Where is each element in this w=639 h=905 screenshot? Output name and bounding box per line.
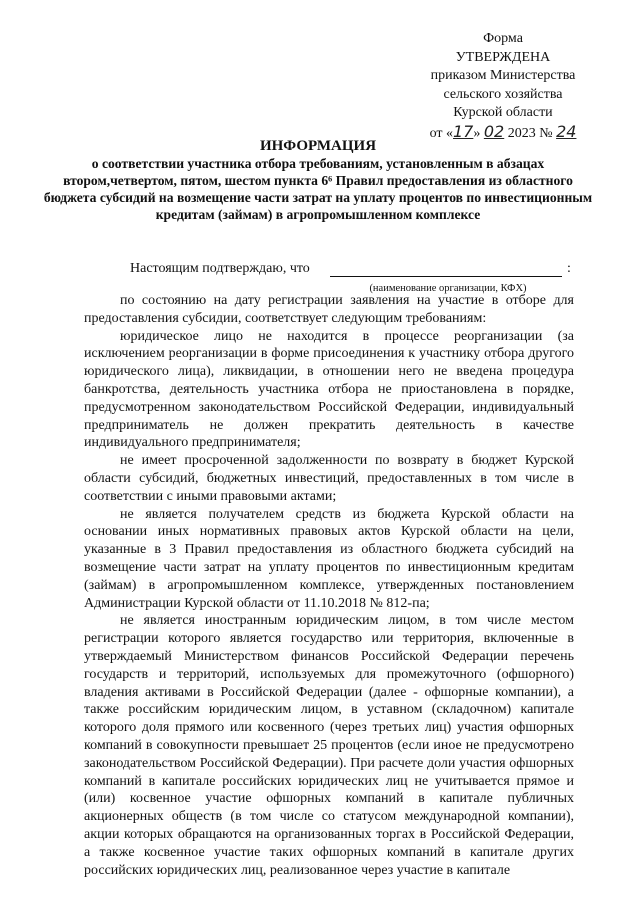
approval-stamp xyxy=(398,30,608,143)
date-mid: » xyxy=(473,125,481,141)
handwritten-month: 02 xyxy=(483,121,505,141)
ministry-label: сельского хозяйства xyxy=(443,86,563,102)
year-number-label: 2023 № xyxy=(507,125,553,141)
paragraph: не является иностранным юридическим лицом, в том числе местом регистрации которого является государство или территория, включенные в утверждаемый Министерством финансов Российской Федерации перечень государств и территорий, используемых для промежуточного (офшорного) владения активами в Российской Федерации (далее - офшорные компании), а также российским юридическим лицом, в уставном (складочном) капитале которого доля прямого или косвенного (через третьих лиц) участия офшорных компаний в совокупности превышает 25 процентов (если иное не предусмотрено законодательством Российской Федерации). При расчете доли участия офшорных компаний в капитале российских юридических лиц не учитывается прямое и (или) косвенное участие офшорных компаний в капитале публичных акционерных обществ (в том числе со статусом международной компании), акции которых обращаются на организованных торгах в Российской Федерации, а также косвенное участие таких офшорных компаний в капитале других российских юридических лиц, реализованное через участие в капитале xyxy=(84,613,574,878)
handwritten-day: 17 xyxy=(453,121,474,141)
region-label: Курской области xyxy=(453,105,553,120)
confirmation-colon: : xyxy=(567,261,571,276)
handwritten-number: 24 xyxy=(556,121,577,141)
document-subtitle: о соответствии участника отбора требованиям, установленным в абзацах втором,четвертом, пятом, шестом пункта 6⁶ Правил предоставления из областного бюджета субсидий на возмещение части затрат на уплату процентов по инвестиционным кредитам (займам) в агропромышленном комплексе xyxy=(43,156,593,222)
paragraph: не имеет просроченной задолженности по возврату в бюджет Курской области субсидий, бюджетных инвестиций, предоставленных в том числе в соответствии с иными правовыми актами; xyxy=(84,453,574,504)
confirmation-line xyxy=(130,261,590,277)
form-label: Форма xyxy=(483,31,523,46)
organization-caption: (наименование организации, КФХ) xyxy=(369,283,527,294)
approved-label: УТВЕРЖДЕНА xyxy=(455,49,551,65)
document-title: ИНФОРМАЦИЯ xyxy=(259,138,377,154)
date-prefix: от « xyxy=(429,125,453,141)
paragraph: юридическое лицо не находится в процессе реорганизации (за исключением реорганизации в форме присоединения к участнику отбора другого юридического лица), ликвидации, в отношении него не введена процедура банкротства, деятельность участника отбора не приостановлена в порядке, предусмотренном законодательством Российской Федерации, индивидуальный предприниматель не должен прекратить деятельность в качестве индивидуального предпринимателя; xyxy=(84,328,574,451)
paragraph: не является получателем средств из бюджета Курской области на основании иных нормативных правовых актов Курской области на цели, указанные в 3 Правил предоставления из областного бюджета субсидий на возмещение части затрат на уплату процентов по инвестиционным кредитам (займам) в агропромышленном комплексе, утвержденных постановлением Администрации Курской области от 11.10.2018 № 812-па; xyxy=(84,506,574,611)
document-body xyxy=(84,292,574,879)
confirmation-text: Настоящим подтверждаю, что xyxy=(130,261,310,276)
organization-name-blank[interactable] xyxy=(330,276,562,277)
paragraph: по состоянию на дату регистрации заявления на участие в отборе для предоставления субсидии, соответствует следующим требованиям: xyxy=(84,293,574,326)
order-label: приказом Министерства xyxy=(430,68,576,83)
